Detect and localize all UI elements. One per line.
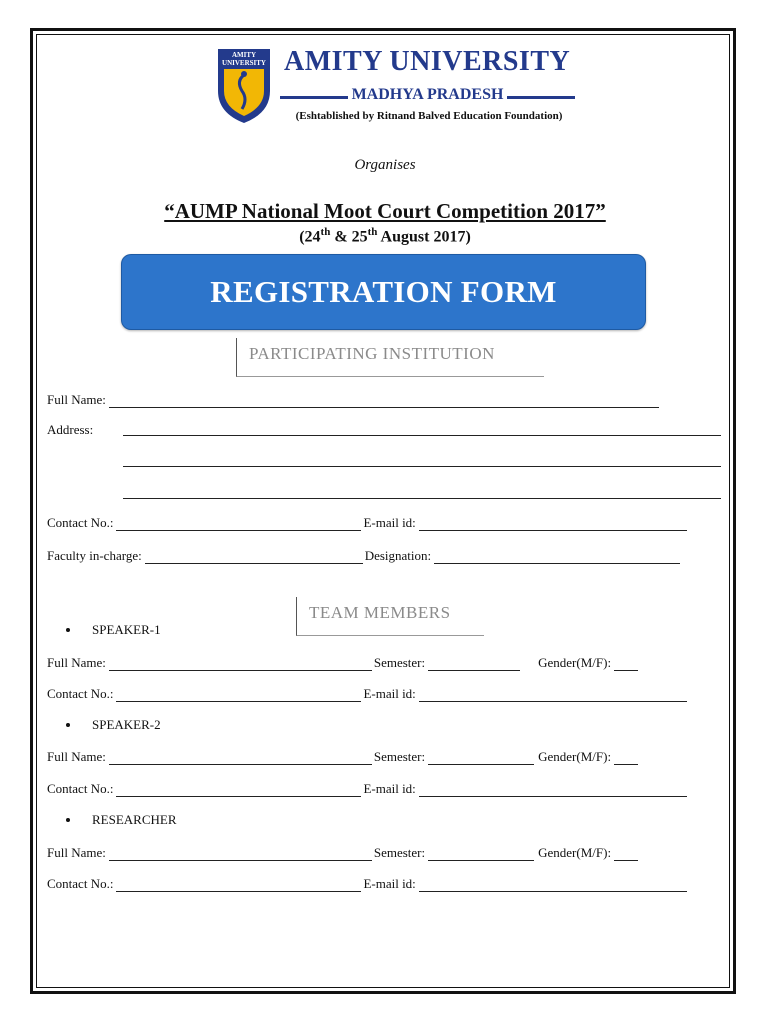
institution-faculty-row xyxy=(47,548,682,564)
contact-label: Contact No.: xyxy=(47,781,114,796)
address-label: Address: xyxy=(47,422,94,437)
address-field-line-3[interactable] xyxy=(123,498,721,499)
university-name: AMITY UNIVERSITY xyxy=(284,46,571,77)
campus-name-row xyxy=(280,86,575,106)
member-title: SPEAKER-2 xyxy=(92,717,161,732)
member-title: RESEARCHER xyxy=(92,812,177,827)
organises-text: Organises xyxy=(354,157,416,173)
semester-label: Semester: xyxy=(373,655,426,670)
institution-address-row xyxy=(47,422,93,438)
gender-label: Gender(M/F): xyxy=(538,749,612,764)
member-heading-speaker-2 xyxy=(66,717,161,733)
email-label: E-mail id: xyxy=(363,781,416,796)
campus-name: MADHYA PRADESH xyxy=(348,86,508,103)
email-label: E-mail id: xyxy=(363,876,416,891)
institution-full-name-row xyxy=(47,392,661,408)
member-heading-researcher xyxy=(66,812,177,828)
researcher-name-row xyxy=(47,845,640,861)
address-field-line-1[interactable] xyxy=(123,435,721,436)
full-name-label: Full Name: xyxy=(47,845,106,860)
contact-label: Contact No.: xyxy=(47,686,114,701)
address-field-line-2[interactable] xyxy=(123,466,721,467)
speaker-2-name-row xyxy=(47,749,640,765)
designation-field[interactable] xyxy=(434,552,680,564)
gender-label: Gender(M/F): xyxy=(538,655,612,670)
faculty-in-charge-field[interactable] xyxy=(145,552,363,564)
full-name-label: Full Name: xyxy=(47,655,106,670)
institution-full-name-field[interactable] xyxy=(109,396,659,408)
competition-title: “AUMP National Moot Court Competition 2017” xyxy=(164,199,606,223)
email-label: E-mail id: xyxy=(363,686,416,701)
competition-dates: (24th & 25th August 2017) xyxy=(299,226,471,246)
speaker-2-contact-field[interactable] xyxy=(116,785,361,797)
institution-contact-row xyxy=(47,515,689,531)
researcher-contact-row xyxy=(47,876,689,892)
bullet-icon xyxy=(66,628,70,632)
member-heading-speaker-1 xyxy=(66,622,161,638)
speaker-1-email-field[interactable] xyxy=(419,690,687,702)
speaker-1-contact-row xyxy=(47,686,689,702)
bullet-icon xyxy=(66,723,70,727)
designation-label: Designation: xyxy=(364,548,432,563)
member-title: SPEAKER-1 xyxy=(92,622,161,637)
full-name-label: Full Name: xyxy=(47,749,106,764)
registration-form-banner xyxy=(121,254,646,330)
speaker-2-email-field[interactable] xyxy=(419,785,687,797)
speaker-1-full-name-field[interactable] xyxy=(109,659,372,671)
institution-email-field[interactable] xyxy=(419,519,687,531)
bullet-icon xyxy=(66,818,70,822)
logo-text: AMITY UNIVERSITY xyxy=(222,51,266,67)
researcher-email-field[interactable] xyxy=(419,880,687,892)
contact-label: Contact No.: xyxy=(47,515,114,530)
researcher-contact-field[interactable] xyxy=(116,880,361,892)
section-participating-institution: PARTICIPATING INSTITUTION xyxy=(236,338,544,377)
speaker-1-gender-field[interactable] xyxy=(614,659,638,671)
researcher-semester-field[interactable] xyxy=(428,849,534,861)
section-team-members: TEAM MEMBERS xyxy=(296,597,484,636)
speaker-1-name-row xyxy=(47,655,640,671)
speaker-1-contact-field[interactable] xyxy=(116,690,361,702)
faculty-label: Faculty in-charge: xyxy=(47,548,142,563)
researcher-full-name-field[interactable] xyxy=(109,849,372,861)
researcher-gender-field[interactable] xyxy=(614,849,638,861)
established-note: (Eshtablished by Ritnand Balved Education Foundation) xyxy=(295,110,563,122)
speaker-2-semester-field[interactable] xyxy=(428,753,534,765)
gender-label: Gender(M/F): xyxy=(538,845,612,860)
speaker-2-full-name-field[interactable] xyxy=(109,753,372,765)
full-name-label: Full Name: xyxy=(47,392,106,407)
email-label: E-mail id: xyxy=(363,515,416,530)
semester-label: Semester: xyxy=(373,749,426,764)
contact-label: Contact No.: xyxy=(47,876,114,891)
speaker-1-semester-field[interactable] xyxy=(428,659,520,671)
institution-contact-field[interactable] xyxy=(116,519,361,531)
semester-label: Semester: xyxy=(373,845,426,860)
speaker-2-gender-field[interactable] xyxy=(614,753,638,765)
form-title: REGISTRATION FORM xyxy=(210,274,557,309)
speaker-2-contact-row xyxy=(47,781,689,797)
